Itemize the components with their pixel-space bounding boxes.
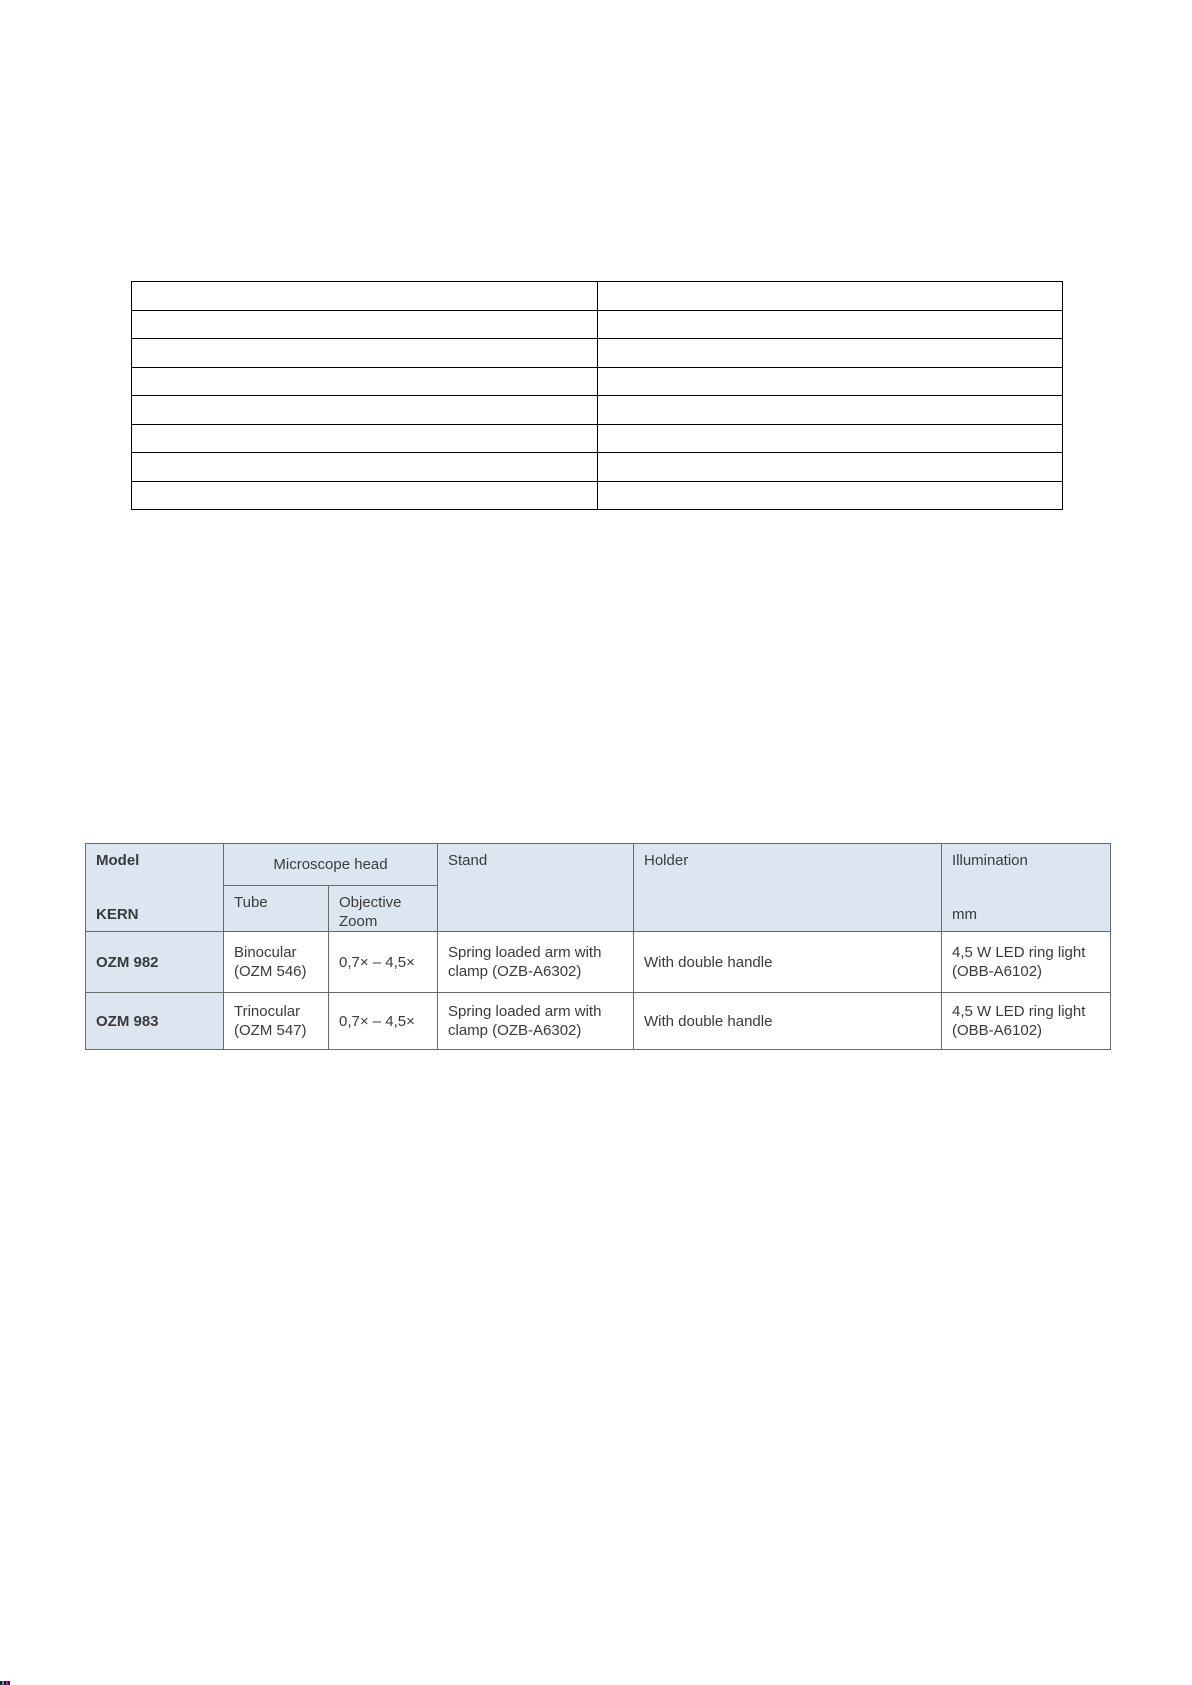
spec-cell-objective-zoom — [329, 932, 438, 993]
spec-cell-tube — [224, 993, 329, 1050]
empty-table-row — [132, 424, 1063, 453]
empty-table-cell — [597, 282, 1063, 311]
print-mark-segment — [8, 1681, 10, 1685]
empty-table-row — [132, 339, 1063, 368]
spec-table — [85, 843, 1111, 1050]
header-illumination — [942, 844, 1111, 932]
header-model-kern — [86, 844, 224, 932]
spec-cell-tube-text: Binocular (OZM 546) — [234, 944, 307, 980]
empty-table-cell — [597, 453, 1063, 482]
empty-table-cell — [132, 481, 598, 510]
header-holder-label: Holder — [644, 852, 689, 869]
empty-table-cell — [597, 424, 1063, 453]
empty-table-row — [132, 282, 1063, 311]
empty-table-cell — [132, 339, 598, 368]
spec-cell-tube-text: Trinocular (OZM 547) — [234, 1003, 307, 1039]
spec-cell-objective-zoom-text: 0,7× – 4,5× — [339, 1012, 415, 1030]
spec-cell-model — [86, 932, 224, 993]
empty-table-cell — [597, 481, 1063, 510]
empty-table-cell — [597, 310, 1063, 339]
spec-cell-holder — [634, 993, 942, 1050]
empty-table-cell — [132, 310, 598, 339]
spec-cell-holder-text: With double handle — [644, 953, 773, 971]
header-microscope-head-label: Microscope head — [273, 856, 388, 873]
empty-table-cell — [597, 339, 1063, 368]
spec-cell-model — [86, 993, 224, 1050]
header-model-label: Model — [96, 852, 140, 869]
header-tube-label: Tube — [234, 894, 268, 911]
header-objective-zoom — [329, 886, 438, 932]
empty-table-row — [132, 453, 1063, 482]
empty-table-cell — [132, 282, 598, 311]
header-illumination-unit: mm — [952, 906, 977, 923]
spec-cell-illumination — [942, 993, 1111, 1050]
spec-cell-stand — [438, 993, 634, 1050]
empty-table — [131, 281, 1063, 510]
empty-table-body — [132, 282, 1063, 510]
empty-table-cell — [132, 424, 598, 453]
header-brand-label: KERN — [96, 906, 139, 923]
header-objective-zoom-label: Objective Zoom — [339, 894, 402, 930]
header-holder — [634, 844, 942, 932]
empty-table-cell — [132, 453, 598, 482]
header-microscope-head — [224, 844, 438, 886]
empty-table-cell — [597, 367, 1063, 396]
spec-cell-stand-text: Spring loaded arm with clamp (OZB-A6302) — [448, 944, 602, 980]
header-tube — [224, 886, 329, 932]
empty-table-row — [132, 396, 1063, 425]
spec-cell-objective-zoom — [329, 993, 438, 1050]
print-registration-mark — [0, 1681, 10, 1685]
spec-cell-illumination-text: 4,5 W LED ring light (OBB-A6102) — [952, 1003, 1086, 1039]
empty-table-cell — [597, 396, 1063, 425]
empty-table-row — [132, 481, 1063, 510]
spec-cell-holder — [634, 932, 942, 993]
header-stand-label: Stand — [448, 852, 488, 869]
spec-cell-model-text: OZM 982 — [96, 953, 159, 971]
spec-cell-illumination-text: 4,5 W LED ring light (OBB-A6102) — [952, 944, 1086, 980]
spec-cell-objective-zoom-text: 0,7× – 4,5× — [339, 953, 415, 971]
spec-cell-illumination — [942, 932, 1111, 993]
spec-cell-stand-text: Spring loaded arm with clamp (OZB-A6302) — [448, 1003, 602, 1039]
spec-cell-stand — [438, 932, 634, 993]
spec-cell-tube — [224, 932, 329, 993]
header-stand — [438, 844, 634, 932]
spec-cell-holder-text: With double handle — [644, 1012, 773, 1030]
empty-table-row — [132, 310, 1063, 339]
empty-table-cell — [132, 396, 598, 425]
header-illumination-label: Illumination — [952, 852, 1028, 869]
empty-table-row — [132, 367, 1063, 396]
empty-table-cell — [132, 367, 598, 396]
spec-cell-model-text: OZM 983 — [96, 1012, 159, 1030]
